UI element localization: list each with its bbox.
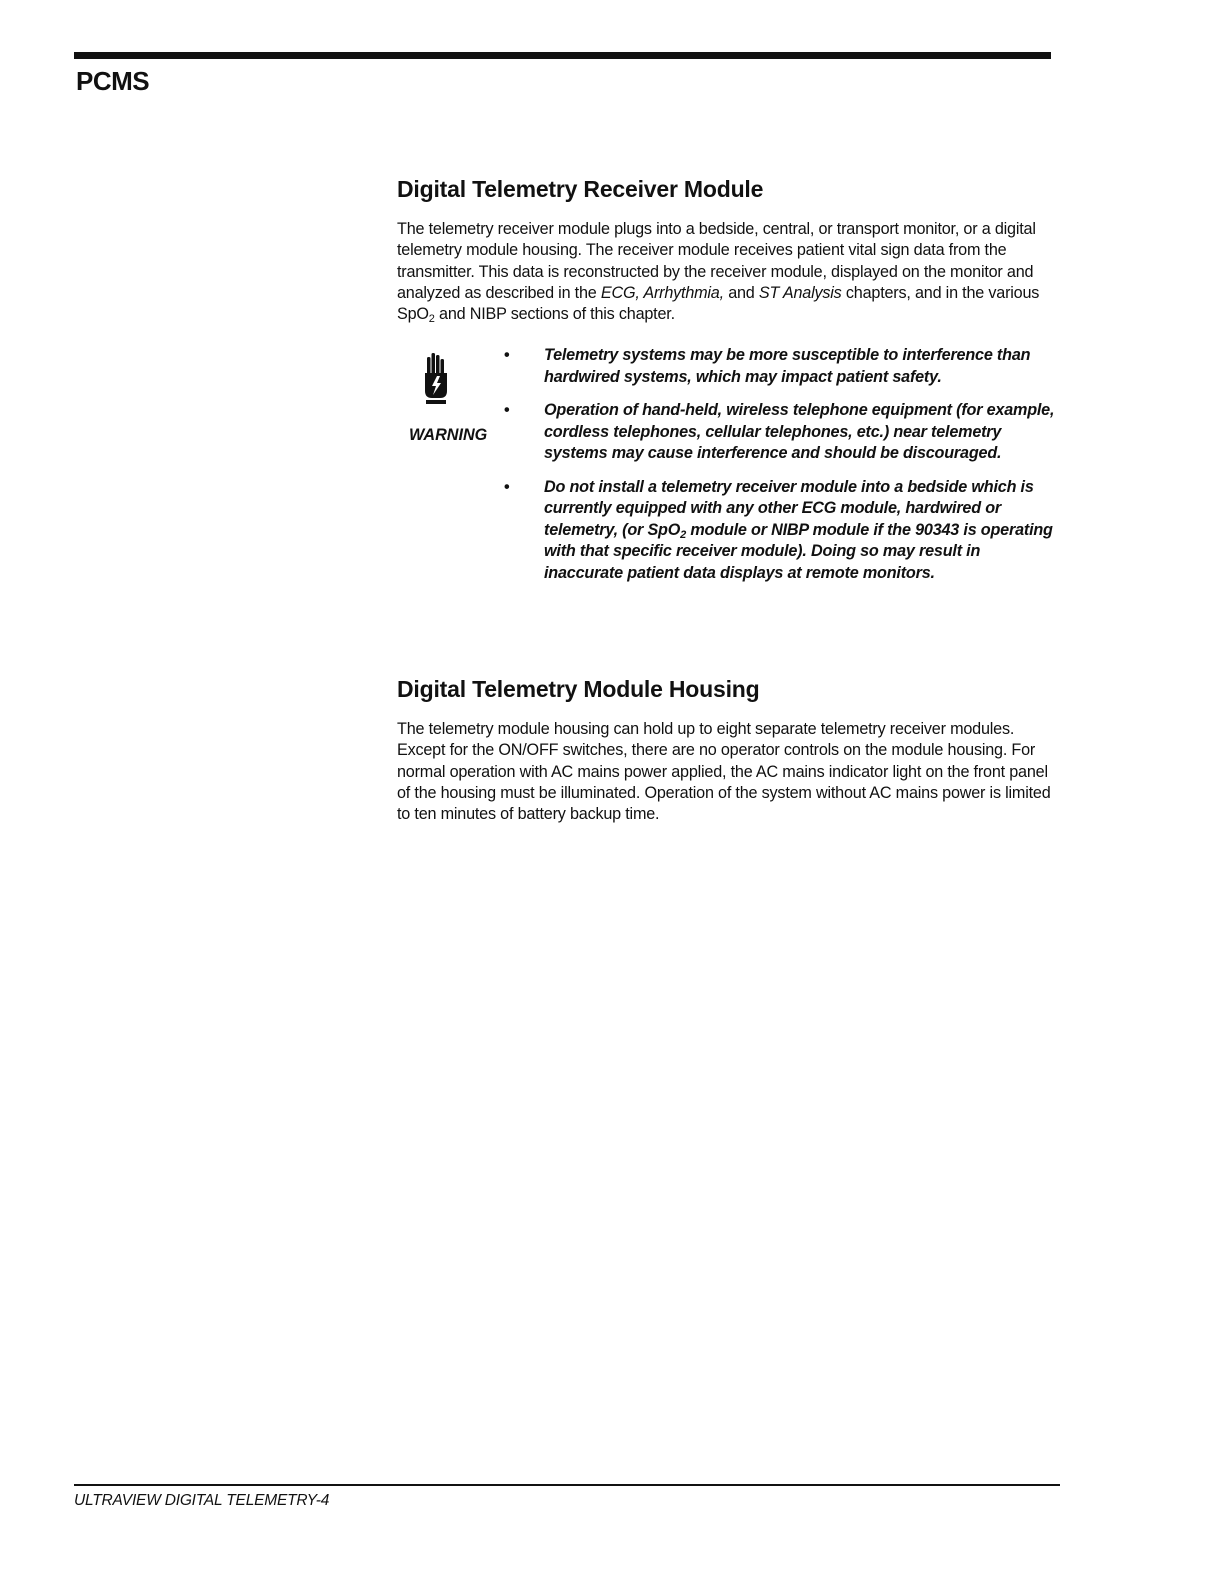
header-rule: [74, 52, 1051, 59]
ecg-arrhythmia-ref: ECG, Arrhythmia,: [600, 283, 724, 302]
bullet-icon: •: [504, 346, 510, 364]
footer-rule: [74, 1484, 1060, 1486]
section-title-receiver-module: Digital Telemetry Receiver Module: [397, 176, 764, 202]
bullet-icon: •: [504, 401, 510, 419]
warning-block: [400, 345, 1060, 660]
section-title-module-housing: Digital Telemetry Module Housing: [397, 676, 760, 702]
header-label: PCMS: [76, 66, 150, 96]
bullet-icon: •: [504, 477, 510, 496]
receiver-module-paragraph: The telemetry receiver module plugs into a bedside, central, or transport monitor, or a digital telemetry module housing. The receiver module receives patient vital sign data from the transmitter. This data is reconstructed by the receiver module, displayed on the monitor and analyzed as described in the ECG, Arrhythmia, and ST Analysis chapters, and in the various SpO$_2$ and NIBP sections of this chapter.: [397, 220, 1040, 326]
warning-item: • Do not install a telemetry receiver module into a bedside which is currently equipped with any other ECG module, hardwired or telemetry, (or SpO$_2$ module or NIBP module if the 90343 is operating with that specific receiver module). Doing so may result in inaccurate patient data displays at remote monitors.: [504, 477, 1053, 582]
module-housing-paragraph: The telemetry module housing can hold up to eight separate telemetry receiver modules. Except for the ON/OFF switches, there are no operator controls on the module housing. For normal operation with AC mains power applied, the AC mains indicator light on the front panel of the housing must be illuminated. Operation of the system without AC mains power is limited to ten minutes of battery backup time.: [397, 720, 1051, 824]
st-analysis-ref: ST Analysis: [758, 283, 842, 302]
warning-item: • Operation of hand-held, wireless telephone equipment (for example, cordless telephones, cellular telephones, etc.) near telemetry systems may cause interference and should be discouraged.: [504, 401, 1055, 462]
warning-list: [504, 345, 1060, 596]
warning-label: WARNING: [409, 426, 488, 444]
section-receiver-module: [397, 176, 1057, 325]
section-module-housing: [397, 676, 1057, 825]
warning-hand-icon: [422, 353, 450, 409]
footer-label: ULTRAVIEW DIGITAL TELEMETRY-4: [74, 1492, 330, 1509]
warning-item: • Telemetry systems may be more susceptible to interference than hardwired systems, which may impact patient safety.: [504, 346, 1031, 386]
